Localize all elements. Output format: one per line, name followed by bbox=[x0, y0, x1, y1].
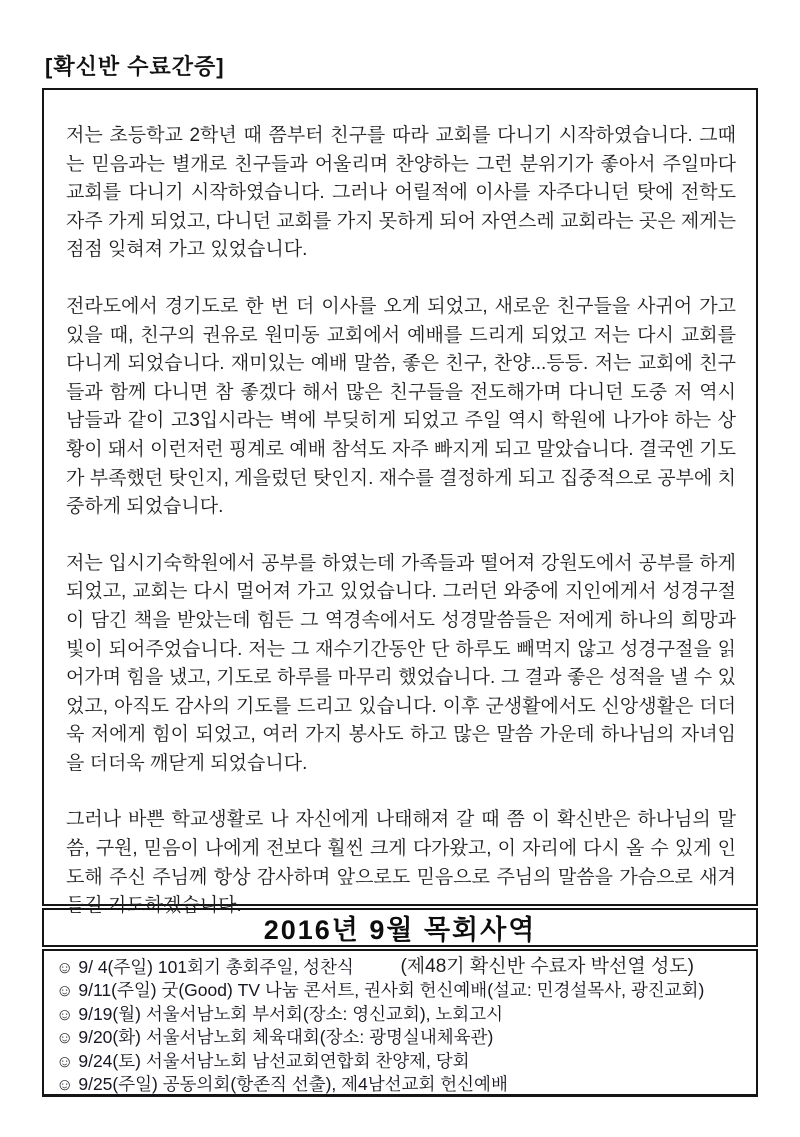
ministry-header-title: 2016년 9월 목회사역 bbox=[263, 915, 537, 945]
smiley-icon: ☺ bbox=[56, 1051, 74, 1071]
ministry-header-box bbox=[42, 908, 758, 947]
ministry-events-box bbox=[42, 949, 758, 1097]
event-row bbox=[56, 1026, 744, 1049]
page-title: [확신반 수료간증] bbox=[45, 54, 225, 79]
event-text: 9/ 4(주일) 101회기 총회주일, 성찬식 bbox=[78, 957, 354, 977]
smiley-icon: ☺ bbox=[56, 1075, 74, 1095]
event-row bbox=[56, 1050, 744, 1073]
event-row bbox=[56, 1073, 744, 1096]
testimony-paragraph: 저는 입시기숙학원에서 공부를 하였는데 가족들과 떨어져 강원도에서 공부를 하게 되었고, 교회는 다시 멀어져 가고 있었습니다. 그러던 와중에 지인에게서 성경구절이 담긴 책을 받았는데 힘든 그 역경속에서도 성경말씀들은 저에게 하나의 희망과 빛이 되어주었습니다. 저는 그 재수기간동안 단 하루도 빼먹지 않고 성경구절을 읽어가며 힘을 냈고, 기도로 하루를 마무리 했었습니다. 그 결과 좋은 성적을 낼 수 있었고, 아직도 감사의 기도를 드리고 있습니다. 이후 군생활에서도 신앙생활은 더더욱 저에게 힘이 되었고, 여러 가지 봉사도 하고 많은 말씀 가운데 하나님의 자녀임을 더더욱 깨닫게 되었습니다. bbox=[66, 552, 736, 774]
event-text: 9/24(토) 서울서남노회 남선교회연합회 찬양제, 당회 bbox=[78, 1050, 470, 1071]
testimony-paragraph: 저는 초등학교 2학년 때 쯤부터 친구를 따라 교회를 다니기 시작하였습니다. 그때는 믿음과는 별개로 친구들과 어울리며 찬양하는 그런 분위기가 좋아서 주일마다 교회를 다니기 시작하였습니다. 그러나 어릴적에 이사를 자주다니던 탓에 전학도 자주 가게 되었고, 다니던 교회를 가지 못하게 되어 자연스레 교회라는 곳은 제게는 점점 잊혀져 가고 있었습니다. bbox=[66, 125, 736, 261]
smiley-icon: ☺ bbox=[56, 981, 74, 1001]
event-text: 9/20(화) 서울서남노회 체육대회(장소: 광명실내체육관) bbox=[78, 1027, 494, 1048]
testimony-paragraph: 전라도에서 경기도로 한 번 더 이사를 오게 되었고, 새로운 친구들을 사귀어 가고 있을 때, 친구의 권유로 원미동 교회에서 예배를 드리게 되었고 저는 다시 교회를 다니게 되었습니다. 재미있는 예배 말씀, 좋은 친구, 찬양...등등. 저는 교회에 친구들과 함께 다니면 참 좋겠다 해서 많은 친구들을 전도해가며 다니던 도중 저 역시 남들과 같이 고3입시라는 벽에 부딪히게 되었고 주일 역시 학원에 나가야 하는 상황이 돼서 이런저런 핑계로 예배 참석도 자주 빠지게 되고 말았습니다. 결국엔 기도가 부족했던 탓인지, 게을렀던 탓인지. 재수를 결정하게 되고 집중적으로 공부에 치중하게 되었습니다. bbox=[66, 295, 736, 518]
event-text: 9/25(주일) 공동의회(항존직 선출), 제4남선교회 헌신예배 bbox=[78, 1074, 508, 1095]
testimony-paragraph: 그러나 바쁜 학교생활로 나 자신에게 나태해져 갈 때 쯤 이 확신반은 하나님의 말씀, 구원, 믿음이 나에게 전보다 훨씬 크게 다가왔고, 이 자리에 다시 올 수 있게 인도해 주신 주님께 항상 감사하며 앞으로도 믿음으로 주님의 말씀을 가슴으로 새겨 듣길 기도하겠습니다. bbox=[66, 809, 736, 917]
event-row bbox=[56, 956, 744, 979]
testimony-signature: (제48기 확신반 수료자 박선열 성도) bbox=[400, 955, 694, 977]
event-text: 9/19(월) 서울서남노회 부서회(장소: 영신교회), 노회고시 bbox=[78, 1003, 504, 1024]
event-text: 9/11(주일) 굿(Good) TV 나눔 콘서트, 권사회 헌신예배(설교: 민경설목사, 광진교회) bbox=[78, 980, 705, 1001]
smiley-icon: ☺ bbox=[56, 958, 74, 977]
smiley-icon: ☺ bbox=[56, 1004, 74, 1024]
event-row bbox=[56, 1003, 744, 1026]
smiley-icon: ☺ bbox=[56, 1028, 74, 1048]
event-row bbox=[56, 979, 744, 1002]
